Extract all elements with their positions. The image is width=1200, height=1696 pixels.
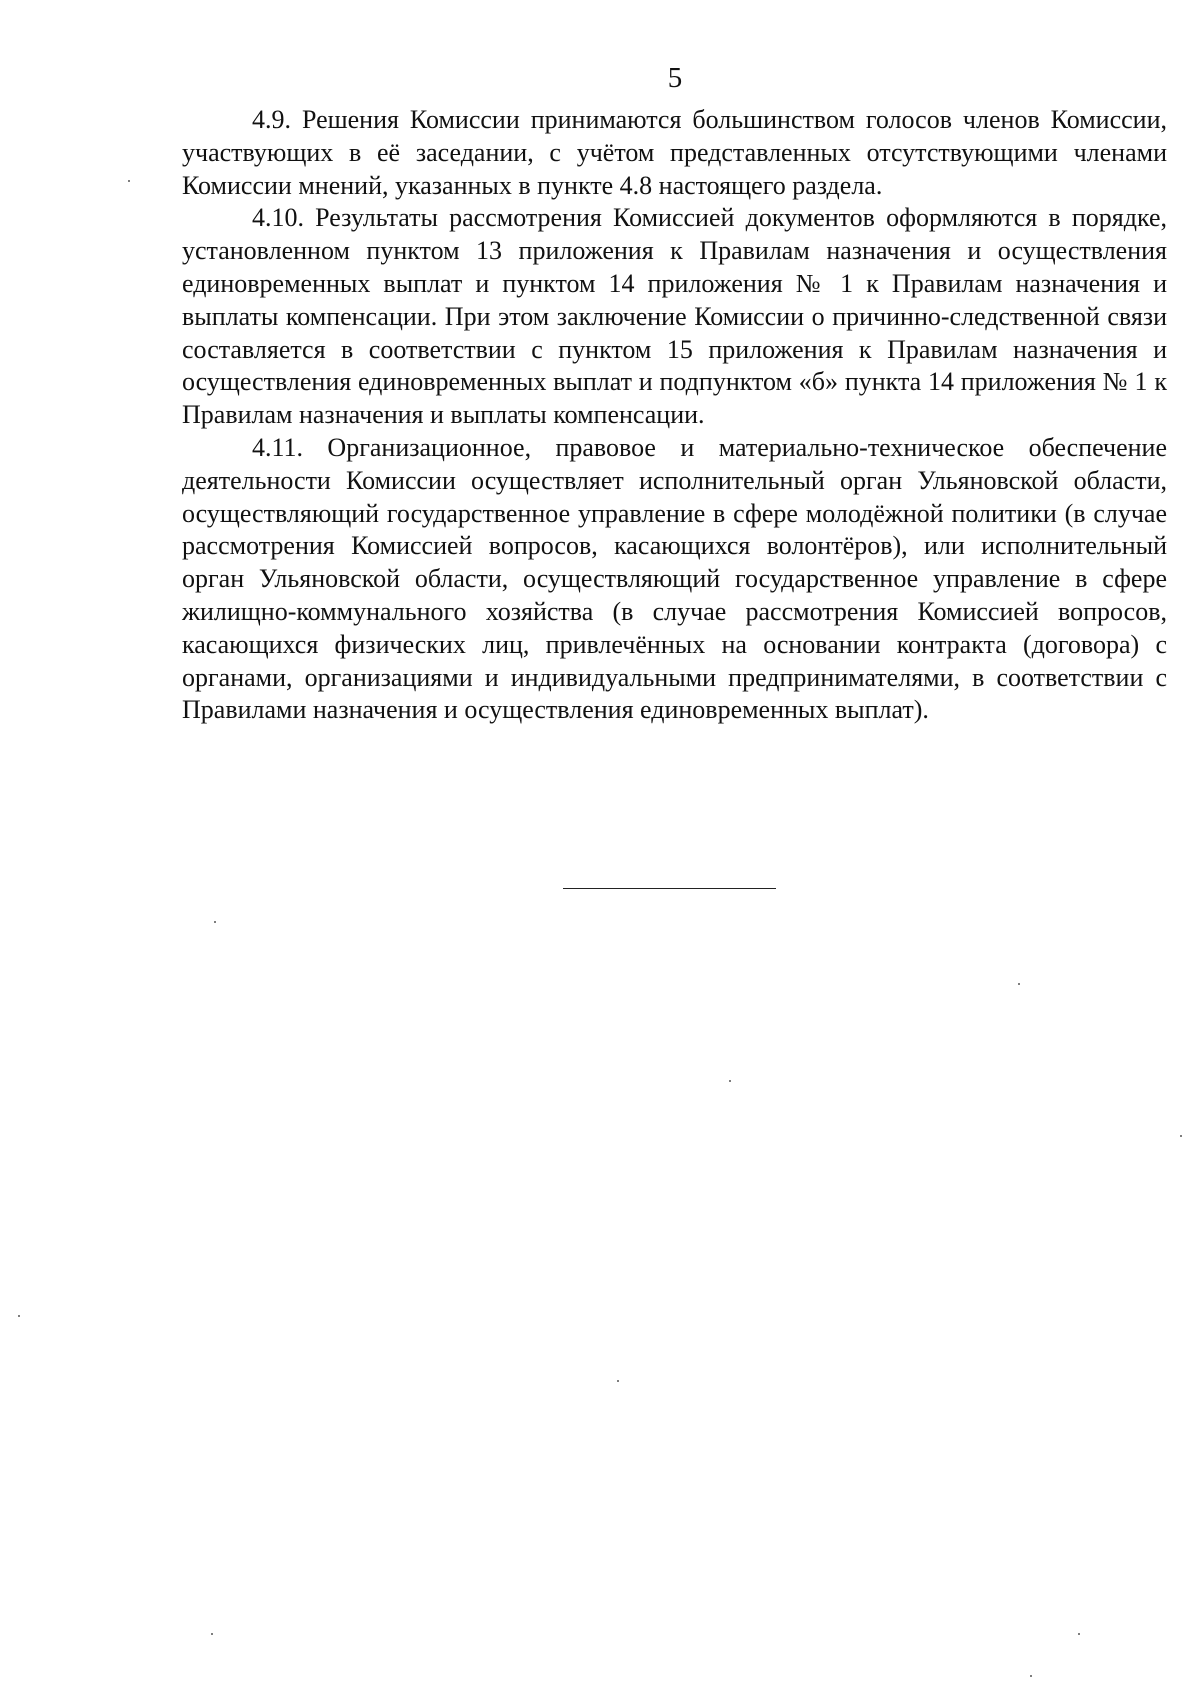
scan-speck [128, 180, 130, 182]
scan-speck [729, 1080, 731, 1082]
paragraph-4-9: 4.9. Решения Комиссии принимаются большинством голосов членов Комиссии, участвующих в её заседании, с учётом представленных отсутствующими членами Комиссии мнений, указанных в пункте 4.8 настоящего раздела. [182, 105, 1167, 200]
scan-speck [1018, 983, 1020, 985]
paragraph-4-11: 4.11. Организационное, правовое и материально-техническое обеспечение деятельности Комиссии осуществляет исполнительный орган Ульяновской области, осуществляющий государственное управление в сфере молодёжной политики (в случае рассмотрения Комиссией вопросов, касающихся волонтёров), или исполнительный орган Ульяновской области, осуществляющий государственное управление в сфере жилищно-коммунального хозяйства (в случае рассмотрения Комиссией вопросов, касающихся физических лиц, привлечённых на основании контракта (договора) с органами, организациями и индивидуальными предпринимателями, в соответствии с Правилами назначения и осуществления единовременных выплат). [182, 432, 1167, 725]
page-number: 5 [667, 62, 683, 94]
scan-speck [1030, 1675, 1032, 1677]
scan-speck [617, 1380, 619, 1382]
scan-speck [1078, 1633, 1080, 1635]
document-body [182, 104, 1167, 727]
scan-speck [214, 921, 216, 923]
scan-speck [18, 1315, 20, 1317]
paragraph-4-10: 4.10. Результаты рассмотрения Комиссией документов оформляются в порядке, установленном пунктом 13 приложения к Правилам назначения и осуществления единовременных выплат и пунктом 14 приложения № 1 к Правилам назначения и выплаты компенсации. При этом заключение Комиссии о причинно-следственной связи составляется в соответствии с пунктом 15 приложения к Правилам назначения и осуществления единовременных выплат и подпунктом «б» пункта 14 приложения № 1 к Правилам назначения и выплаты компенсации. [182, 203, 1167, 430]
scan-speck [211, 1633, 213, 1635]
end-of-document-line [563, 888, 776, 889]
scan-speck [1180, 1135, 1182, 1137]
